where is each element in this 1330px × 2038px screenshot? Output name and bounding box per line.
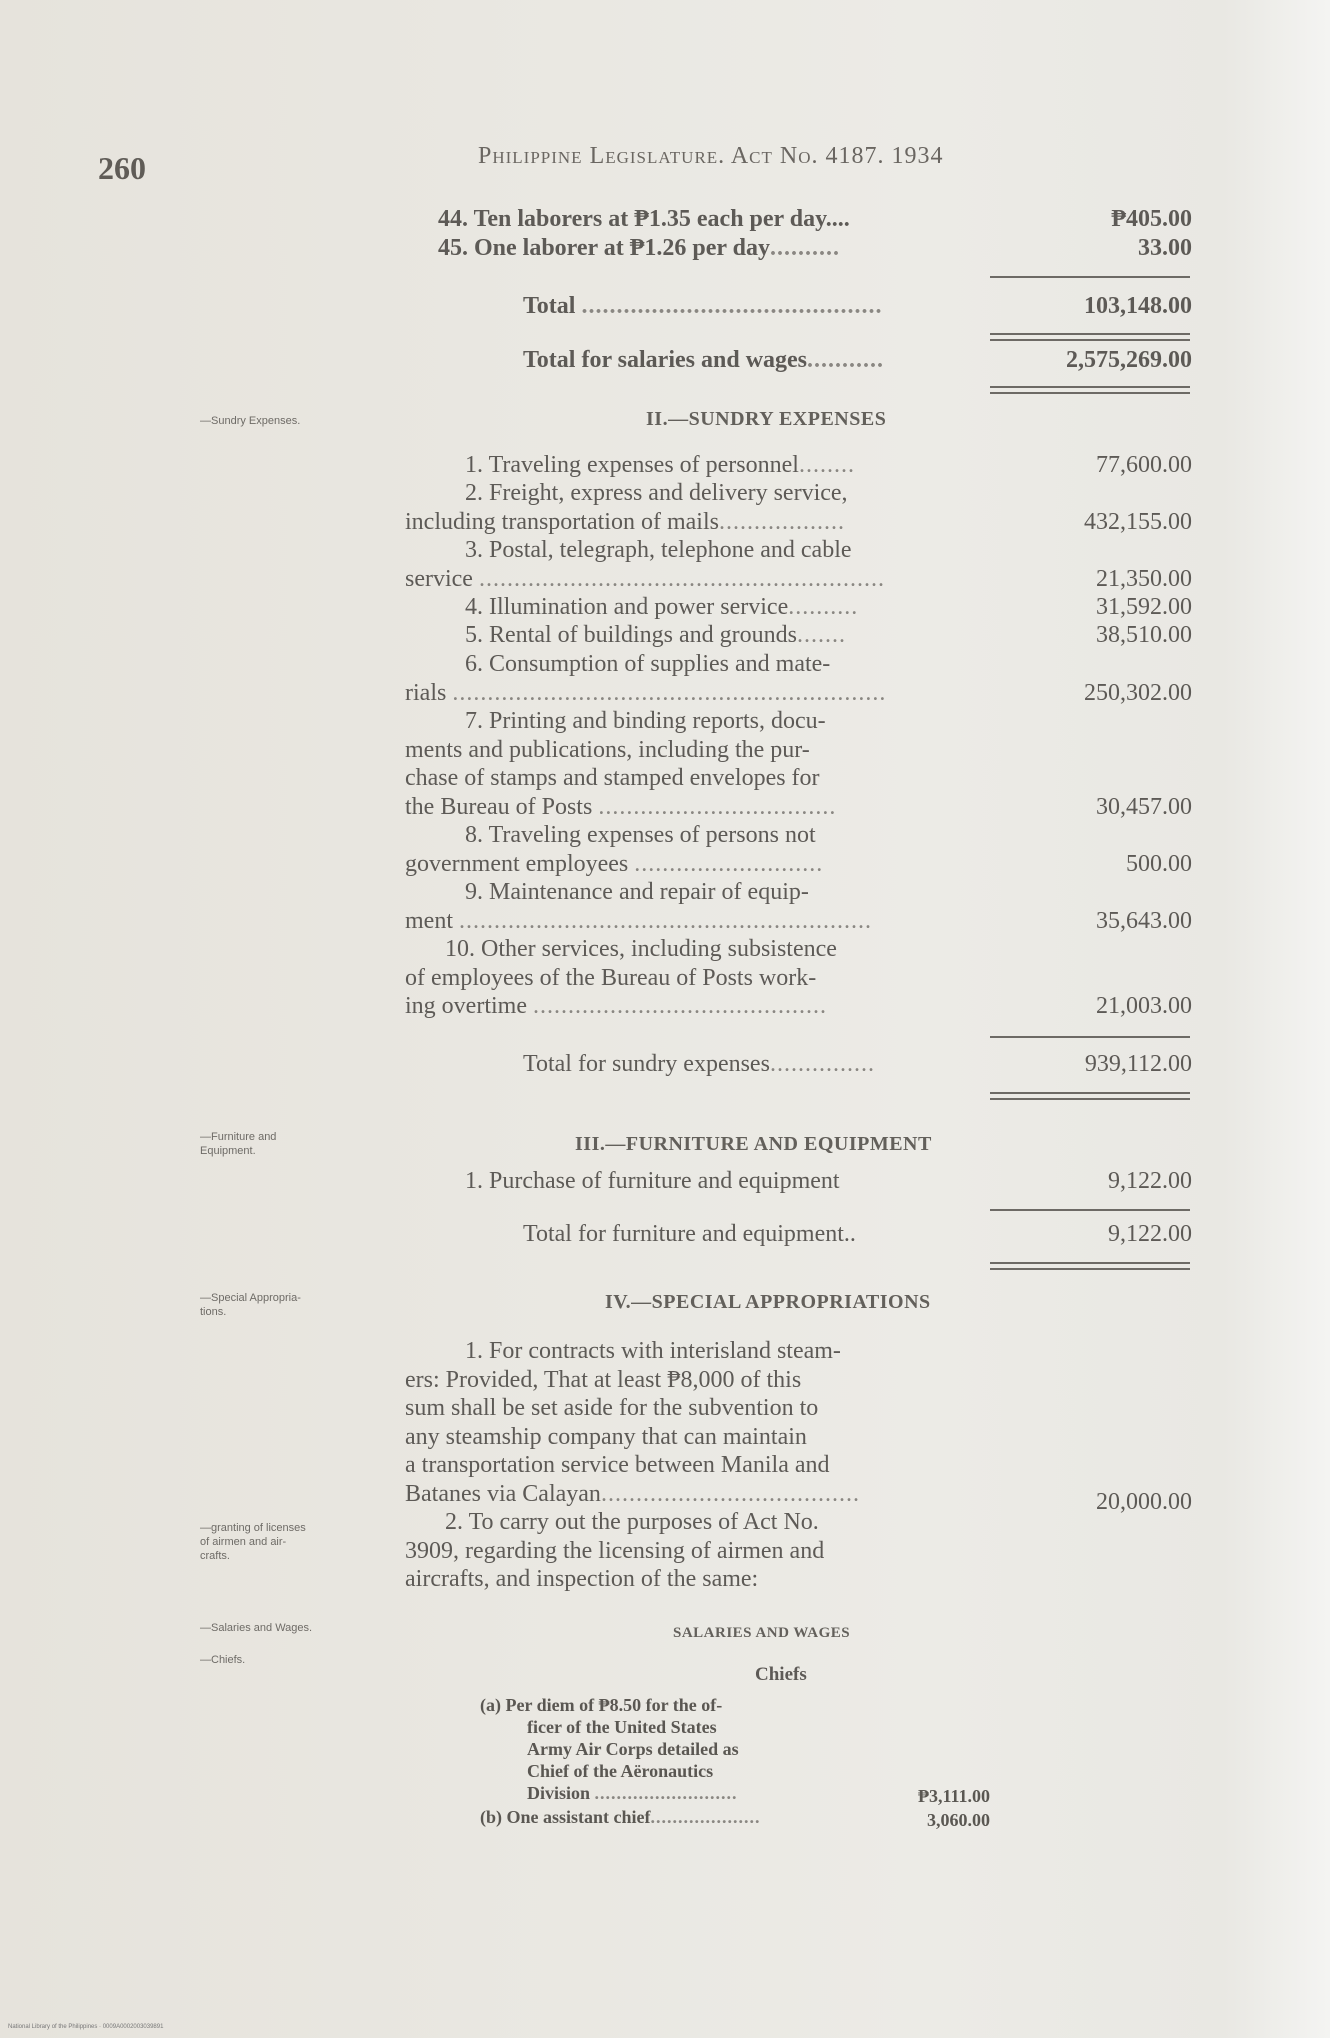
total-salaries-line: Total for salaries and wages...........: [523, 347, 885, 373]
margin-note-furniture-1: —Furniture and: [200, 1131, 277, 1143]
item-45-text: 45. One laborer at ₱1.26 per day..........: [438, 235, 840, 261]
sundry-total-line: Total for sundry expenses...............: [523, 1051, 875, 1077]
special-p1-line-a: 1. For contracts with interisland steam-: [465, 1338, 841, 1364]
sundry-line-4: 4. Illumination and power service..........: [465, 594, 859, 620]
sundry-line-2b: including transportation of mails..................: [405, 509, 845, 535]
margin-note-granting-3: crafts.: [200, 1550, 230, 1562]
sundry-line-2a: 2. Freight, express and delivery service,: [465, 480, 848, 506]
margin-note-granting-1: —granting of licenses: [200, 1522, 306, 1534]
chief-a-line-5: Division ..........................: [527, 1783, 738, 1803]
special-p2-line-c: aircrafts, and inspection of the same:: [405, 1566, 759, 1592]
chief-a-line-5-text: Division: [527, 1783, 591, 1803]
sundry-line-10c-text: ing overtime: [405, 993, 527, 1019]
section-heading-special: IV.—SPECIAL APPROPRIATIONS: [605, 1291, 931, 1313]
furniture-subtotal-rule: [990, 1209, 1190, 1211]
sundry-line-5-text: 5. Rental of buildings and grounds: [465, 622, 797, 648]
margin-note-sundry: —Sundry Expenses.: [200, 415, 301, 427]
sundry-line-3a: 3. Postal, telegraph, telephone and cable: [465, 537, 852, 563]
margin-note-chiefs: —Chiefs.: [200, 1654, 246, 1666]
furniture-total-double-rule: [990, 1262, 1190, 1270]
special-amount-1: 20,000.00: [1096, 1489, 1192, 1515]
total-label: Total: [523, 293, 576, 319]
item-45-amount: 33.00: [1138, 235, 1192, 261]
sundry-line-10a: 10. Other services, including subsistence: [445, 936, 837, 962]
special-p2-line-b: 3909, regarding the licensing of airmen and: [405, 1538, 825, 1564]
total-salaries-amount: 2,575,269.00: [1066, 347, 1192, 373]
total-amount: 103,148.00: [1084, 293, 1192, 319]
sundry-line-6b-text: rials: [405, 680, 447, 706]
sundry-line-7b: ments and publications, including the pur-: [405, 737, 810, 763]
furniture-total-amount: 9,122.00: [1108, 1221, 1192, 1247]
chief-a-amount: ₱3,111.00: [917, 1786, 990, 1806]
sundry-line-7c: chase of stamps and stamped envelopes for: [405, 765, 820, 791]
running-head: Philippine Legislature. Act No. 4187. 1934: [478, 143, 944, 169]
sundry-line-3b: service ..........................................................: [405, 566, 885, 592]
sundry-line-1-text: 1. Traveling expenses of personnel: [465, 452, 799, 478]
sundry-amount-3: 21,350.00: [1096, 566, 1192, 592]
item-44-amount: ₱405.00: [1111, 206, 1192, 232]
total-salaries-double-rule: [990, 386, 1190, 394]
chief-a-line-2: ficer of the United States: [527, 1717, 717, 1737]
sundry-subtotal-rule: [990, 1036, 1190, 1038]
special-p1-line-f: Batanes via Calayan.....................................: [405, 1481, 860, 1507]
section-heading-sundry: II.—SUNDRY EXPENSES: [646, 408, 887, 430]
special-p1-line-b: ers: Provided, That at least ₱8,000 of this: [405, 1367, 802, 1393]
sundry-line-8a: 8. Traveling expenses of persons not: [465, 822, 816, 848]
sundry-amount-2: 432,155.00: [1084, 509, 1192, 535]
item-44-text: 44. Ten laborers at ₱1.35 each per day....: [438, 206, 850, 232]
section-heading-furniture: III.—FURNITURE AND EQUIPMENT: [575, 1133, 932, 1155]
margin-note-salaries: —Salaries and Wages.: [200, 1622, 313, 1634]
sundry-line-7d: the Bureau of Posts ..................................: [405, 794, 837, 820]
furniture-line-1: 1. Purchase of furniture and equipment: [465, 1168, 840, 1194]
sundry-total-label: Total for sundry expenses: [523, 1051, 770, 1077]
sundry-line-6a: 6. Consumption of supplies and mate-: [465, 651, 831, 677]
sundry-amount-9: 35,643.00: [1096, 908, 1192, 934]
chief-a-line-3: Army Air Corps detailed as: [527, 1739, 739, 1759]
chief-b-line-1-text: (b) One assistant chief: [480, 1807, 651, 1827]
sundry-line-10c: ing overtime ..........................................: [405, 993, 827, 1019]
sundry-line-10b: of employees of the Bureau of Posts work-: [405, 965, 817, 991]
furniture-total-line: Total for furniture and equipment..: [523, 1221, 856, 1247]
subtotal-rule: [990, 276, 1190, 278]
special-p1-line-e: a transportation service between Manila and: [405, 1452, 830, 1478]
sundry-amount-6: 250,302.00: [1084, 680, 1192, 706]
sundry-line-8b: government employees ...........................: [405, 851, 824, 877]
sundry-amount-7: 30,457.00: [1096, 794, 1192, 820]
item-45-label: 45. One laborer at ₱1.26 per day: [438, 235, 770, 261]
sundry-total-amount: 939,112.00: [1084, 1051, 1192, 1077]
sundry-amount-10: 21,003.00: [1096, 993, 1192, 1019]
sundry-line-9b: ment ...........................................................: [405, 908, 872, 934]
sundry-line-7a: 7. Printing and binding reports, docu-: [465, 708, 826, 734]
scan-footer: National Library of the Philippines · 0009A0002003039891: [8, 2024, 164, 2030]
total-double-rule: [990, 333, 1190, 341]
sundry-line-4-text: 4. Illumination and power service: [465, 594, 789, 620]
sundry-amount-4: 31,592.00: [1096, 594, 1192, 620]
margin-note-special-2: tions.: [200, 1306, 227, 1318]
sundry-total-double-rule: [990, 1092, 1190, 1100]
sub-heading-chiefs: Chiefs: [755, 1664, 807, 1685]
sundry-line-9b-text: ment: [405, 908, 453, 934]
total-line: Total ...........................................: [523, 293, 883, 319]
sundry-line-5: 5. Rental of buildings and grounds.......: [465, 622, 846, 648]
margin-note-granting-2: of airmen and air-: [200, 1536, 287, 1548]
chief-b-amount: 3,060.00: [927, 1810, 990, 1830]
page-number: 260: [98, 150, 146, 186]
sub-heading-salaries-wages: SALARIES AND WAGES: [673, 1625, 851, 1641]
chief-a-line-1: (a) Per diem of ₱8.50 for the of-: [480, 1695, 723, 1715]
sundry-line-1: 1. Traveling expenses of personnel........: [465, 452, 855, 478]
total-salaries-label: Total for salaries and wages: [523, 347, 808, 373]
sundry-amount-5: 38,510.00: [1096, 622, 1192, 648]
sundry-amount-8: 500.00: [1126, 851, 1192, 877]
margin-note-special-1: —Special Appropria-: [200, 1292, 301, 1304]
sundry-line-3b-text: service: [405, 566, 473, 592]
sundry-line-7d-text: the Bureau of Posts: [405, 794, 593, 820]
special-p1-line-d: any steamship company that can maintain: [405, 1424, 807, 1450]
special-p1-line-f-text: Batanes via Calayan: [405, 1481, 601, 1507]
sundry-line-9a: 9. Maintenance and repair of equip-: [465, 879, 809, 905]
sundry-line-8b-text: government employees: [405, 851, 629, 877]
sundry-line-6b: rials ..............................................................: [405, 680, 887, 706]
furniture-amount-1: 9,122.00: [1108, 1168, 1192, 1194]
chief-a-line-4: Chief of the Aëronautics: [527, 1761, 714, 1781]
special-p2-line-a: 2. To carry out the purposes of Act No.: [445, 1509, 819, 1535]
special-p1-line-c: sum shall be set aside for the subvention to: [405, 1395, 819, 1421]
margin-note-furniture-2: Equipment.: [200, 1145, 256, 1157]
chief-b-line-1: (b) One assistant chief....................: [480, 1807, 761, 1827]
sundry-amount-1: 77,600.00: [1096, 452, 1192, 478]
sundry-line-2b-text: including transportation of mails: [405, 509, 719, 535]
